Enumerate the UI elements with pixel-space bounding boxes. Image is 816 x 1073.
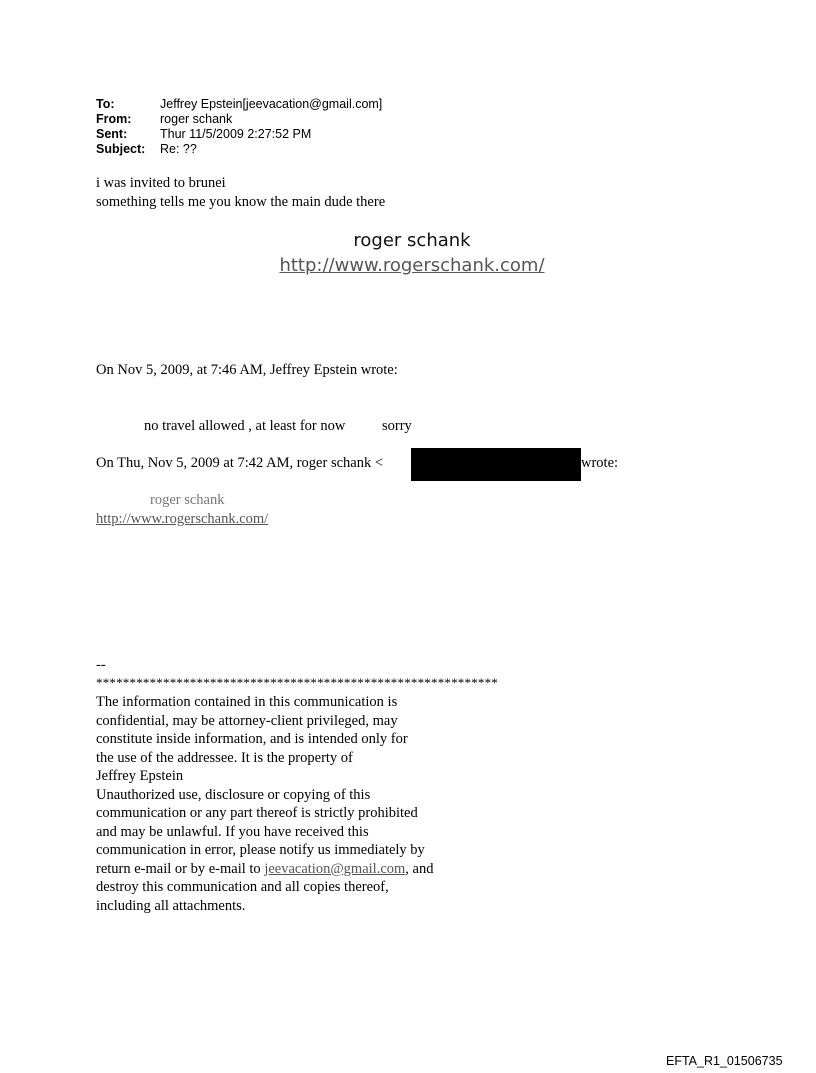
- document-id: EFTA_R1_01506735: [666, 1054, 783, 1068]
- sent-label: Sent:: [96, 127, 128, 141]
- disclaimer-line: destroy this communication and all copies thereof,: [96, 879, 389, 895]
- from-row: [96, 112, 496, 127]
- subject-label: Subject:: [96, 142, 146, 156]
- quoted-attribution-2-start: On Thu, Nov 5, 2009 at 7:42 AM, roger schank <: [96, 455, 384, 471]
- subject-value: Re: ??: [160, 142, 197, 156]
- disclaimer-line: Unauthorized use, disclosure or copying of this: [96, 786, 371, 803]
- quoted-sig-url[interactable]: http://www.rogerschank.com/: [96, 511, 269, 527]
- quoted-message-main: no travel allowed , at least for now: [144, 418, 346, 434]
- disclaimer-line: constitute inside information, and is intended only for: [96, 731, 408, 747]
- disclaimer-line: The information contained in this communication is: [96, 694, 398, 710]
- quoted-attribution-2-end: wrote:: [581, 455, 619, 471]
- signature-url[interactable]: http://www.rogerschank.com/: [279, 255, 545, 276]
- sent-value: Thur 11/5/2009 2:27:52 PM: [160, 127, 312, 141]
- body-line-1: i was invited to brunei: [96, 175, 226, 191]
- quoted-attribution-1: On Nov 5, 2009, at 7:46 AM, Jeffrey Epstein wrote:: [96, 362, 398, 378]
- disclaimer-line: including all attachments.: [96, 897, 246, 914]
- sent-row: [96, 127, 496, 142]
- disclaimer-line: communication in error, please notify us immediately by: [96, 842, 425, 858]
- from-value: roger schank: [160, 112, 233, 126]
- footer-stars: ************************************************************: [96, 675, 498, 690]
- subject-row: [96, 142, 496, 157]
- email-header: [96, 97, 496, 159]
- quoted-sig-name: roger schank: [150, 492, 225, 508]
- footer-dashes: --: [96, 657, 106, 673]
- disclaimer-block: [96, 693, 516, 915]
- from-label: From:: [96, 112, 132, 126]
- disclaimer-line: communication or any part thereof is strictly prohibited: [96, 805, 418, 821]
- disclaimer-line: and may be unlawful. If you have received this: [96, 823, 369, 840]
- return-prefix: return e-mail or by e-mail to: [96, 860, 265, 877]
- return-suffix: , and: [405, 860, 434, 877]
- body-line-2: something tells me you know the main dude there: [96, 194, 386, 210]
- disclaimer-line: confidential, may be attorney-client privileged, may: [96, 712, 398, 729]
- disclaimer-return-line: [96, 860, 516, 879]
- disclaimer-line: Jeffrey Epstein: [96, 768, 184, 784]
- quoted-message-end: sorry: [382, 418, 412, 434]
- to-row: [96, 97, 496, 112]
- redaction-box: [411, 448, 581, 481]
- signature-name: roger schank: [353, 230, 471, 251]
- to-value: Jeffrey Epstein[jeevacation@gmail.com]: [160, 97, 383, 111]
- disclaimer-line: the use of the addressee. It is the property of: [96, 749, 353, 766]
- return-email-link[interactable]: jeevacation@gmail.com: [264, 860, 406, 877]
- to-label: To:: [96, 97, 115, 111]
